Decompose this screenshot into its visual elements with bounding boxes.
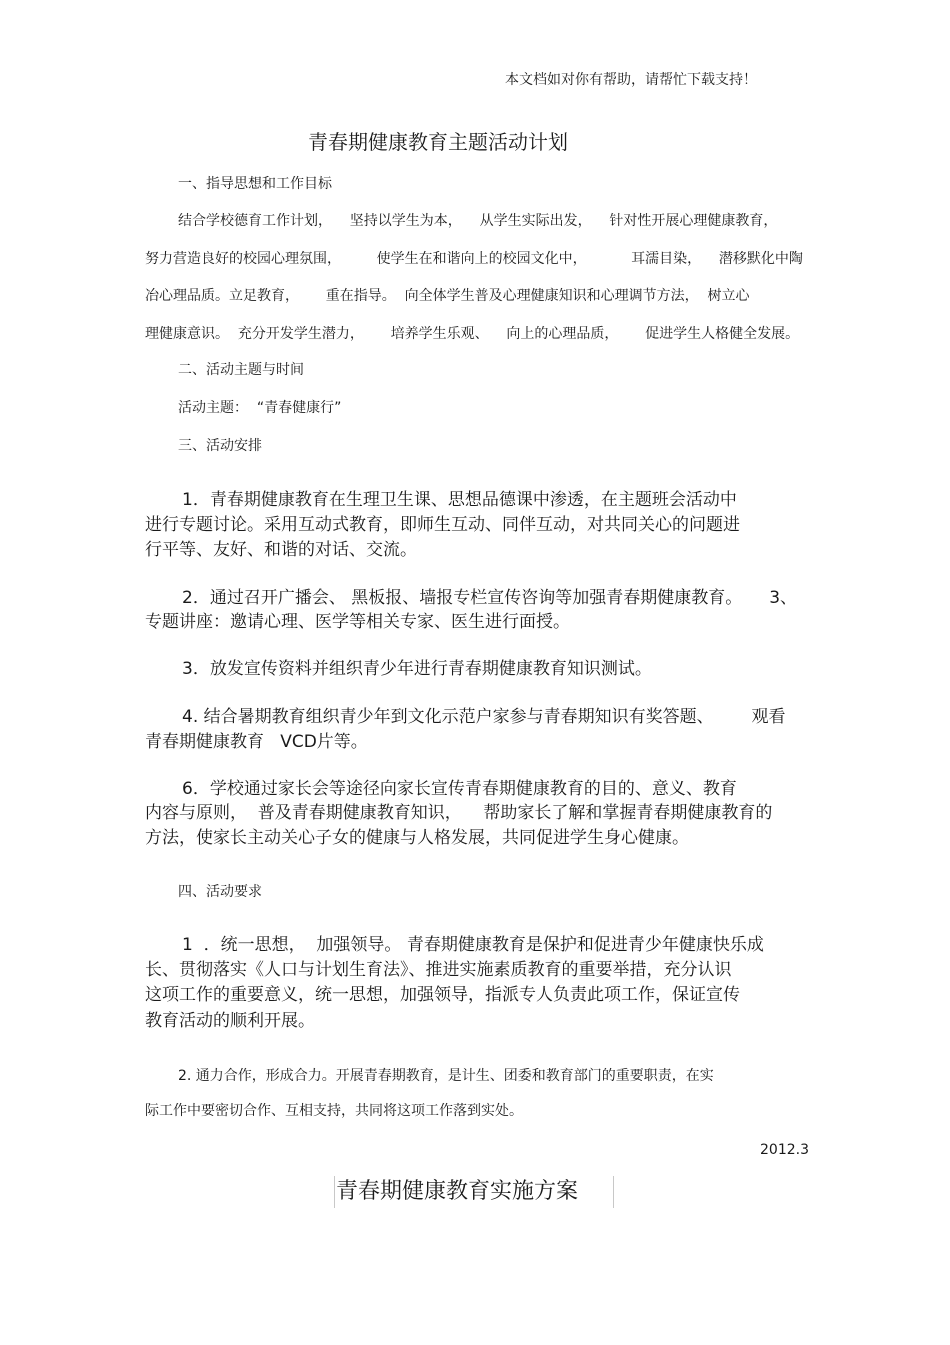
arrangement-line: 行平等、友好、和谐的对话、交流。 xyxy=(145,540,417,560)
document-title: 青春期健康教育主题活动计划 xyxy=(308,130,568,154)
requirement-line: 2. 通力合作，形成合力。开展青春期教育，是计生、团委和教育部门的重要职责，在实 xyxy=(178,1068,714,1084)
requirement-line: 这项工作的重要意义，统一思想，加强领导，指派专人负责此项工作，保证宣传 xyxy=(145,985,740,1005)
arrangement-line: 专题讲座：邀请心理、医学等相关专家、医生进行面授。 xyxy=(145,612,570,632)
section1-line: 努力营造良好的校园心理氛围， 使学生在和谐向上的校园文化中， 耳濡目染， 潜移默化中陶 xyxy=(145,251,803,267)
divider-left xyxy=(334,1176,335,1208)
section1-heading: 一、指导思想和工作目标 xyxy=(178,176,332,192)
arrangement-line: 4. 结合暑期教育组织青少年到文化示范户家参与青春期知识有奖答题、 观看 xyxy=(182,707,786,727)
section1-line: 理健康意识。 充分开发学生潜力， 培养学生乐观、 向上的心理品质， 促进学生人格健全发展。 xyxy=(145,326,800,342)
section3-heading: 三、活动安排 xyxy=(178,438,262,454)
divider-right xyxy=(613,1176,614,1208)
requirement-line: 1 ．统一思想， 加强领导。 青春期健康教育是保护和促进青少年健康快乐成 xyxy=(182,935,764,955)
arrangement-line: 方法，使家长主动关心子女的健康与人格发展，共同促进学生身心健康。 xyxy=(145,828,689,848)
activity-theme: 活动主题： “青春健康行” xyxy=(178,400,342,416)
section1-line: 结合学校德育工作计划， 坚持以学生为本， 从学生实际出发， 针对性开展心理健康教育， xyxy=(178,213,778,229)
requirement-line: 际工作中要密切合作、互相支持，共同将这项工作落到实处。 xyxy=(145,1103,523,1119)
second-document-title: 青春期健康教育实施方案 xyxy=(336,1179,579,1204)
header-note: 本文档如对你有帮助，请帮忙下载支持！ xyxy=(505,72,757,88)
arrangement-line: 青春期健康教育 VCD片等。 xyxy=(145,732,368,752)
arrangement-line: 1．青春期健康教育在生理卫生课、思想品德课中渗透，在主题班会活动中 xyxy=(182,490,737,510)
section2-heading: 二、活动主题与时间 xyxy=(178,362,304,378)
requirement-line: 教育活动的顺利开展。 xyxy=(145,1011,315,1031)
arrangement-line: 进行专题讨论。采用互动式教育，即师生互动、同伴互动，对共同关心的问题进 xyxy=(145,515,740,535)
section1-line: 冶心理品质。立足教育， 重在指导。 向全体学生普及心理健康知识和心理调节方法， 树立心 xyxy=(145,288,750,304)
arrangement-line: 2．通过召开广播会、 黑板报、墙报专栏宣传咨询等加强青春期健康教育。 3、 xyxy=(182,588,798,608)
document-date: 2012.3 xyxy=(760,1142,809,1158)
arrangement-line: 内容与原则， 普及青春期健康教育知识， 帮助家长了解和掌握青春期健康教育的 xyxy=(145,803,773,823)
section4-heading: 四、活动要求 xyxy=(178,884,262,900)
arrangement-line: 6．学校通过家长会等途径向家长宣传青春期健康教育的目的、意义、教育 xyxy=(182,779,737,799)
arrangement-line: 3．放发宣传资料并组织青少年进行青春期健康教育知识测试。 xyxy=(182,659,652,679)
requirement-line: 长、贯彻落实《人口与计划生育法》、推进实施素质教育的重要举措，充分认识 xyxy=(145,960,732,980)
